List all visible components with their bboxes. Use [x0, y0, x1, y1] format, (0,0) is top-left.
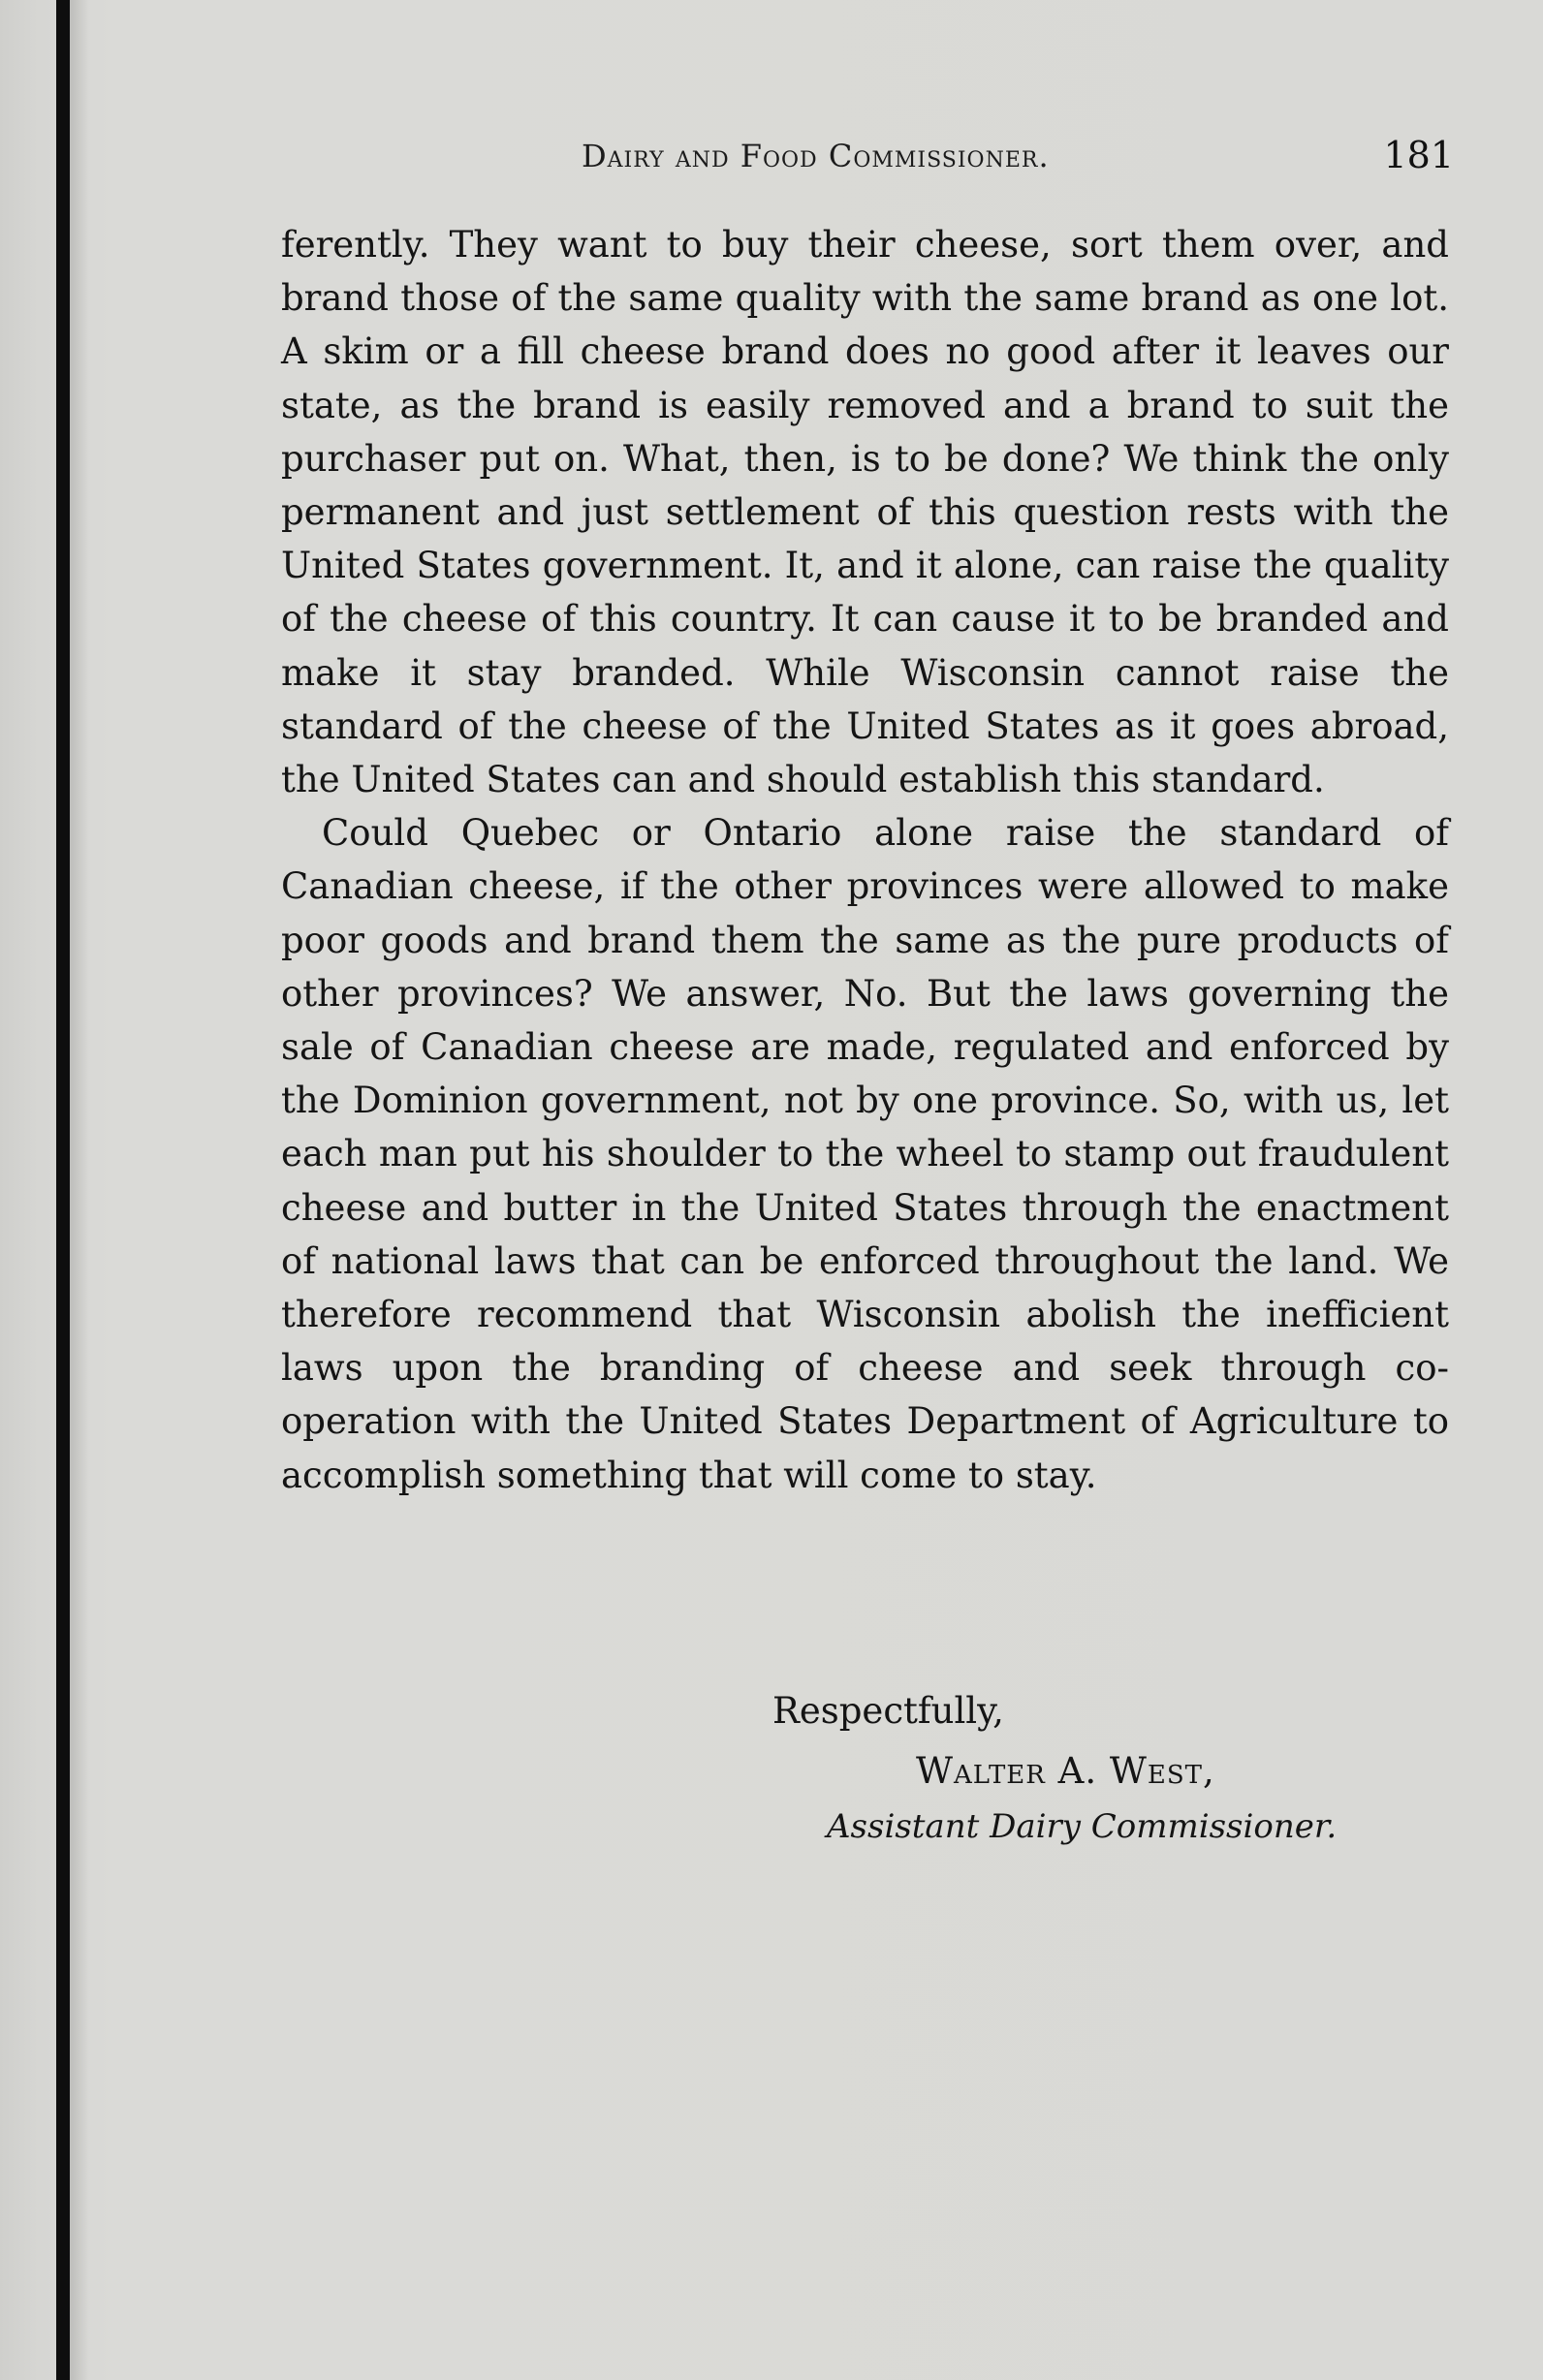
body-text	[281, 218, 1449, 1502]
binding-edge	[56, 0, 70, 2380]
paragraph: Could Quebec or Ontario alone raise the standard of Canadian cheese, if the other provinces were allowed to make poor goods and brand them the same as the pure products of other provinces? We answer, No. But the laws governing the sale of Canadian cheese are made, regulated and enforced by the Dominion government, not by one province. So, with us, let each man put his shoulder to the wheel to stamp out fraudulent cheese and butter in the United States through the enactment of national laws that can be enforced throughout the land. We therefore recommend that Wisconsin abolish the inefficient laws upon the branding of cheese and seek through co-operation with the United States Department of Agriculture to accomplish something that will come to stay.	[281, 812, 1449, 1496]
running-header	[281, 126, 1454, 184]
signer-name: Walter A. West,	[916, 1750, 1215, 1792]
paragraph-continued: ferently. They want to buy their cheese, sort them over, and brand those of the same quality with the same brand as one lot. A skim or a fill cheese brand does no good after it leaves our state, as the brand is easily removed and a brand to suit the purchaser put on. What, then, is to be done? We think the only permanent and just settlement of this question rests with the United States government. It, and it alone, can raise the quality of the cheese of this country. It can cause it to be branded and make it stay branded. While Wisconsin cannot raise the standard of the cheese of the United States as it goes abroad, the United States can and should establish this standard.	[281, 224, 1449, 801]
signer-title: Assistant Dairy Commissioner.	[827, 1807, 1338, 1846]
binding-shadow	[70, 0, 89, 2380]
page-number: 181	[1383, 134, 1454, 176]
running-title: Dairy and Food Commissioner.	[582, 138, 1050, 174]
closing-salutation: Respectfully,	[772, 1690, 1004, 1732]
